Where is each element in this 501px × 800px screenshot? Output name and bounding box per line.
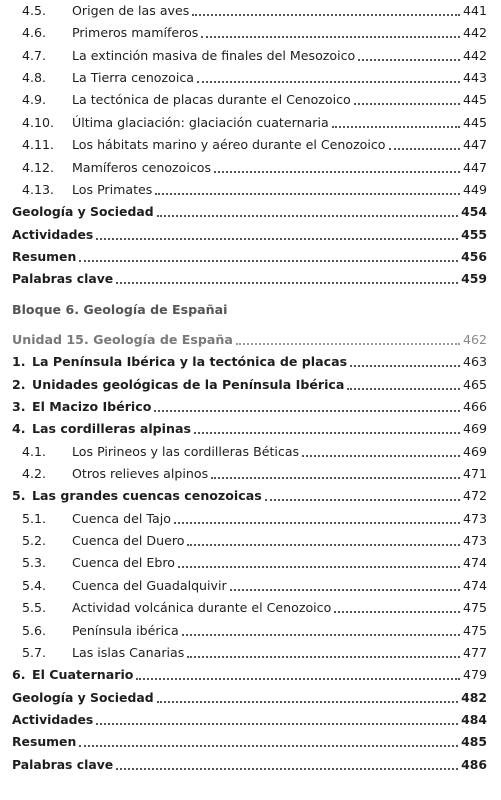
toc-entry: [0, 45, 501, 67]
toc-entry: [0, 179, 501, 201]
toc-entry-page: 445: [462, 114, 487, 130]
toc-entry-title: Las grandes cuencas cenozoicas: [32, 488, 262, 504]
toc-entry: [0, 374, 501, 396]
toc-entry-page: 475: [462, 622, 487, 638]
toc-entry-title: Geología y Sociedad: [12, 204, 154, 220]
toc-entry-page: 485: [461, 734, 487, 750]
toc-entry-page: 442: [462, 25, 487, 41]
toc-entry: [0, 530, 501, 552]
dot-leader: [332, 126, 460, 128]
dot-leader: [358, 59, 460, 61]
toc-entry-title: Mamíferos cenozoicos: [72, 159, 212, 175]
toc-entry-page: 484: [461, 711, 487, 727]
toc-entry-title: El Cuaternario: [32, 667, 134, 683]
dot-leader: [211, 477, 460, 479]
toc-entry: [0, 299, 501, 321]
dot-leader: [265, 499, 460, 501]
toc-entry-page: 447: [462, 137, 487, 153]
toc-entry-title: Resumen: [12, 248, 77, 264]
toc-entry-number: 4.8.: [22, 70, 47, 86]
toc-entry: [0, 224, 501, 246]
toc-entry-page: 466: [462, 399, 487, 414]
toc-entry-title: Bloque 6. Geología de Españai: [12, 301, 228, 317]
toc-entry-title: Unidades geológicas de la Península Ibérica: [32, 376, 345, 392]
toc-entry-number: 5.7.: [22, 644, 47, 660]
toc-entry-number: 4.5.: [22, 3, 47, 18]
toc-entry-number: 5.6.: [22, 622, 47, 638]
dot-leader: [79, 260, 458, 262]
toc-entry-title: Resumen: [12, 734, 77, 750]
toc-entry-page: 455: [461, 226, 487, 242]
dot-leader: [178, 566, 460, 568]
toc-entry-page: 443: [462, 70, 487, 86]
toc-entry-page: 445: [462, 92, 487, 108]
toc-entry-number: 5.: [12, 488, 26, 504]
toc-entry-page: 474: [462, 555, 487, 571]
toc-entry: [0, 463, 501, 485]
toc-entry: [0, 642, 501, 664]
dot-leader: [187, 544, 460, 546]
toc-entry: [0, 134, 501, 156]
toc-entry-number: 4.13.: [22, 181, 55, 197]
toc-entry: [0, 687, 501, 709]
toc-entry-title: Cuenca del Tajo: [72, 510, 171, 526]
toc-entry-page: 469: [462, 421, 487, 437]
dot-leader: [334, 611, 460, 613]
toc-entry-page: 447: [462, 159, 487, 175]
toc-entry-number: 5.4.: [22, 577, 47, 593]
toc-entry: [0, 754, 501, 776]
toc-entry: [0, 22, 501, 44]
toc-entry-title: Última glaciación: glaciación cuaternaria: [72, 114, 329, 130]
toc-entry-number: 4.: [12, 421, 26, 437]
toc-entry-title: Geología y Sociedad: [12, 689, 154, 705]
dot-leader: [116, 282, 458, 284]
toc-entry-number: 5.1.: [22, 510, 47, 526]
toc-entry-title: Los Pirineos y las cordilleras Béticas: [72, 443, 300, 459]
toc-entry-page: 442: [462, 47, 487, 63]
toc-entry: [0, 418, 501, 440]
toc-entry-title: Origen de las aves: [72, 3, 190, 18]
dot-leader: [194, 432, 460, 434]
toc-entry-page: 475: [462, 600, 487, 616]
toc-entry-title: Palabras clave: [12, 756, 114, 772]
toc-entry: [0, 0, 501, 22]
toc-entry-title: La tectónica de placas durante el Cenozoico: [72, 92, 351, 108]
toc-entry-number: 4.1.: [22, 443, 47, 459]
toc-entry-number: 4.6.: [22, 25, 47, 41]
toc-entry-title: Cuenca del Guadalquivir: [72, 577, 227, 593]
dot-leader: [230, 589, 460, 591]
toc-entry-number: 4.7.: [22, 47, 47, 63]
toc-entry-number: 3.: [12, 399, 26, 414]
toc-entry-page: 441: [462, 3, 487, 18]
toc-entry: [0, 508, 501, 530]
toc-entry-title: Otros relieves alpinos: [72, 466, 209, 481]
toc-entry: [0, 246, 501, 268]
toc-entry-title: Las islas Canarias: [72, 644, 185, 660]
toc-entry-title: Las cordilleras alpinas: [32, 421, 191, 437]
toc-entry-number: 1.: [12, 354, 26, 370]
toc-entry: [0, 620, 501, 642]
dot-leader: [192, 14, 460, 16]
dot-leader: [154, 410, 460, 412]
toc-entry: [0, 597, 501, 619]
toc-entry: [0, 201, 501, 223]
toc-entry-title: Actividades: [12, 711, 94, 727]
toc-entry-title: La Península Ibérica y la tectónica de placas: [32, 354, 348, 370]
dot-leader: [389, 148, 460, 150]
toc-entry-title: Los Primates: [72, 181, 153, 197]
toc-entry-page: 486: [461, 756, 487, 772]
toc-entry: [0, 396, 501, 418]
toc-entry-page: 471: [462, 466, 487, 481]
dot-leader: [347, 388, 460, 390]
dot-leader: [155, 193, 460, 195]
dot-leader: [96, 723, 458, 725]
toc-entry-title: Palabras clave: [12, 271, 114, 287]
toc-entry-number: 2.: [12, 376, 26, 392]
toc-entry-number: 5.5.: [22, 600, 47, 616]
toc-entry-title: Primeros mamíferos: [72, 25, 199, 41]
toc-entry-page: 454: [461, 204, 487, 220]
toc-entry-page: 463: [462, 354, 487, 370]
toc-entry-page: 477: [462, 644, 487, 660]
toc-entry-page: 459: [461, 271, 487, 287]
toc-entry-page: 473: [462, 533, 487, 549]
toc-entry-page: 474: [462, 577, 487, 593]
toc-entry-number: 6.: [12, 667, 26, 683]
toc-entry: [0, 731, 501, 753]
toc-entry-number: 4.9.: [22, 92, 47, 108]
toc-entry-title: La extinción masiva de finales del Mesozoico: [72, 47, 356, 63]
dot-leader: [174, 522, 460, 524]
toc-entry-number: 5.3.: [22, 555, 47, 571]
dot-leader: [157, 215, 459, 217]
dot-leader: [136, 678, 460, 680]
toc-entry-title: Península ibérica: [72, 622, 179, 638]
toc-entry-page: 472: [462, 488, 487, 504]
toc-entry: [0, 157, 501, 179]
toc-entry-title: Los hábitats marino y aéreo durante el Cenozoico: [72, 137, 386, 153]
toc-entry: [0, 351, 501, 373]
toc-entry-number: 4.10.: [22, 114, 55, 130]
dot-leader: [182, 634, 460, 636]
toc-entry: [0, 664, 501, 686]
toc-entry-page: 479: [462, 667, 487, 683]
toc-entry-number: 4.12.: [22, 159, 55, 175]
dot-leader: [354, 103, 460, 105]
dot-leader: [96, 238, 458, 240]
toc-entry: [0, 112, 501, 134]
toc-entry-title: La Tierra cenozoica: [72, 70, 194, 86]
toc-entry: [0, 268, 501, 290]
toc-entry-title: Actividades: [12, 226, 94, 242]
toc-entry: [0, 67, 501, 89]
dot-leader: [197, 81, 460, 83]
toc-entry: [0, 89, 501, 111]
toc-entry-page: 456: [461, 248, 487, 264]
toc-entry-number: 4.2.: [22, 466, 47, 481]
toc-entry-page: 473: [462, 510, 487, 526]
toc-entry-number: 4.11.: [22, 137, 55, 153]
toc-entry-title: El Macizo Ibérico: [32, 399, 152, 414]
toc-entry-page: 449: [462, 181, 487, 197]
dot-leader: [79, 745, 458, 747]
toc-entry-title: Actividad volcánica durante el Cenozoico: [72, 600, 332, 616]
toc-entry: [0, 709, 501, 731]
toc-entry: [0, 441, 501, 463]
dot-leader: [201, 36, 460, 38]
toc-entry: [0, 329, 501, 351]
toc-entry-title: Cuenca del Duero: [72, 533, 185, 549]
dot-leader: [187, 656, 460, 658]
toc-entry-title: Cuenca del Ebro: [72, 555, 175, 571]
toc-entry: [0, 552, 501, 574]
dot-leader: [157, 701, 459, 703]
dot-leader: [302, 455, 460, 457]
toc-entry-page: 465: [462, 376, 487, 392]
toc-entry: [0, 485, 501, 507]
toc-entry-number: 5.2.: [22, 533, 47, 549]
toc-entry-page: 462: [462, 331, 487, 347]
dot-leader: [350, 365, 460, 367]
toc-entry-title: Unidad 15. Geología de España: [12, 331, 233, 347]
toc-entry-page: 469: [462, 443, 487, 459]
dot-leader: [116, 768, 458, 770]
dot-leader: [214, 171, 460, 173]
dot-leader: [236, 343, 460, 345]
toc-entry: [0, 575, 501, 597]
toc-entry-page: 482: [461, 689, 487, 705]
